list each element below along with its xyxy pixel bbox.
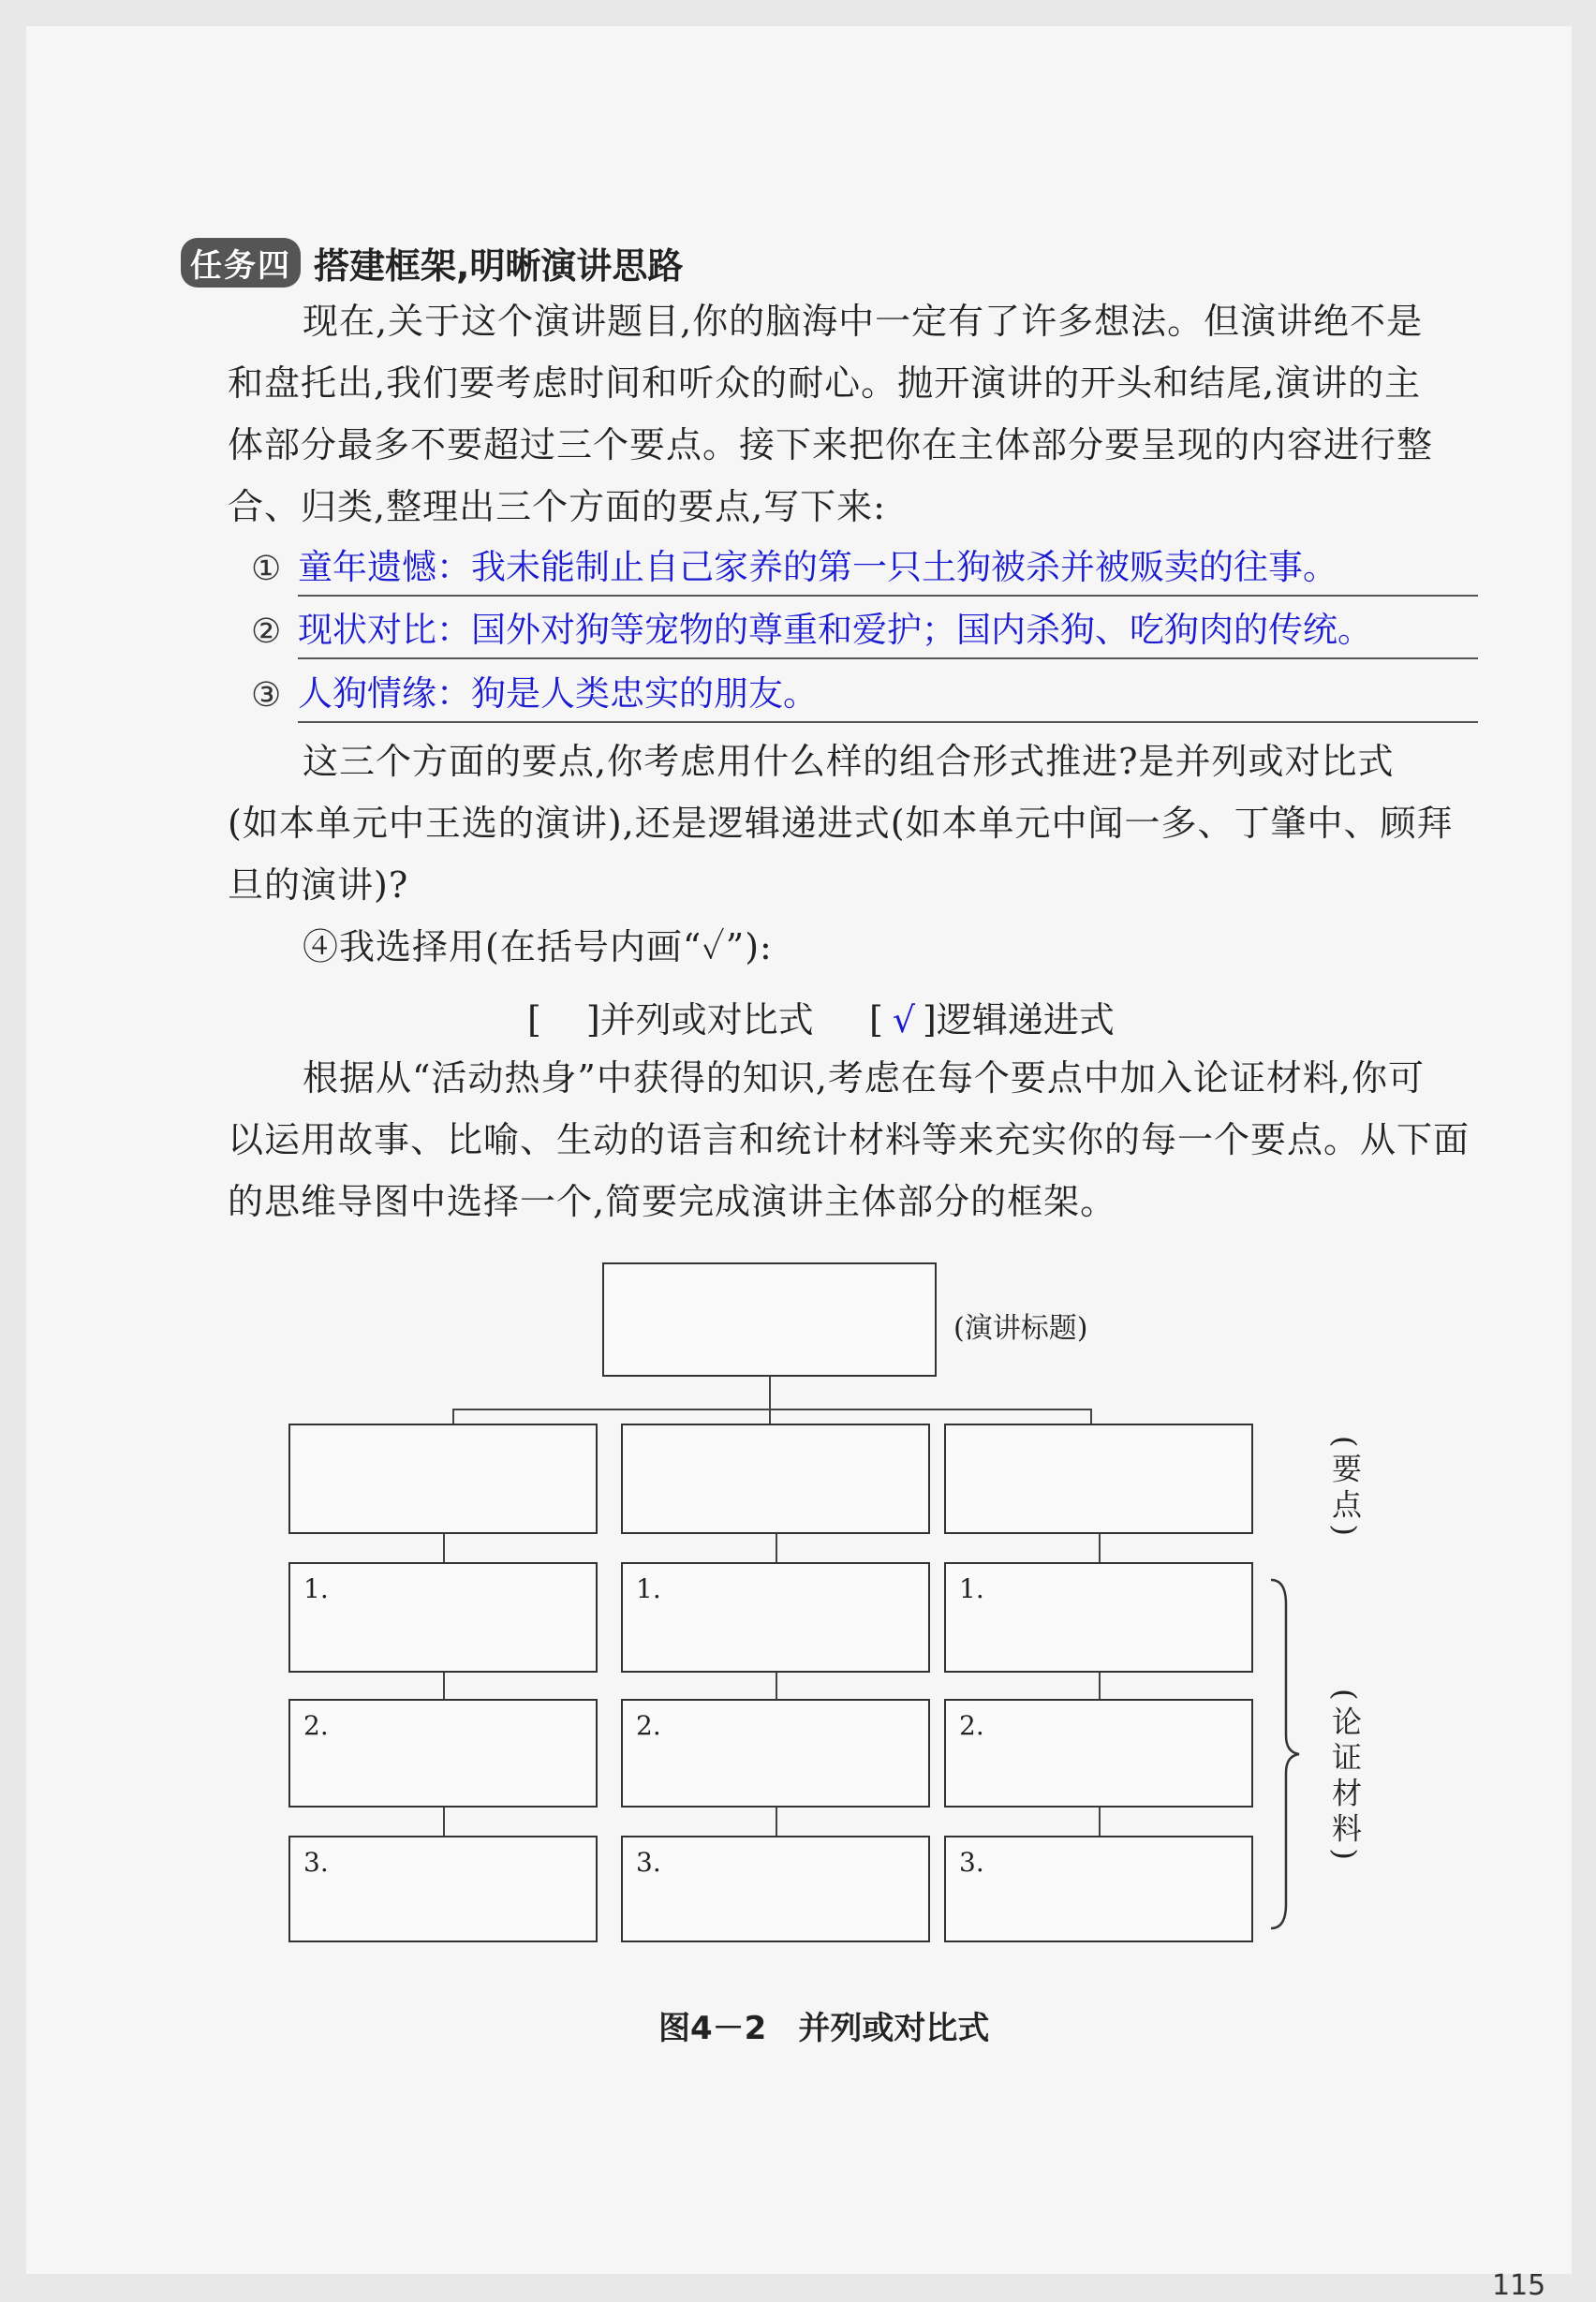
answer-number-3: ③: [251, 676, 282, 715]
evidence-box[interactable]: [621, 1562, 930, 1673]
evidence-number: 3.: [303, 1847, 329, 1878]
choice-parallel-label: 并列或对比式: [599, 999, 814, 1040]
question-line-4: ④我选择用(在括号内画“✓”):: [303, 926, 773, 967]
answer-text-3: 人狗情缘：狗是人类忠实的朋友。: [298, 673, 818, 714]
evidence-number: 2.: [303, 1710, 329, 1741]
instruction-line-1: 根据从“活动热身”中获得的知识,考虑在每个要点中加入论证材料,你可: [303, 1057, 1426, 1099]
choice-progressive-bracket-open: [: [869, 999, 883, 1040]
intro-paragraph: [228, 290, 1483, 538]
point-box-3[interactable]: [944, 1424, 1253, 1534]
points-label: (要点): [1327, 1436, 1363, 1542]
evidence-number: 1.: [959, 1573, 984, 1604]
curly-brace-icon: [1267, 1576, 1305, 1932]
answer-number-1: ①: [251, 550, 282, 588]
evidence-box[interactable]: [288, 1699, 598, 1808]
answer-field-1[interactable]: [251, 537, 1478, 597]
evidence-box[interactable]: [944, 1562, 1253, 1673]
choice-progressive-bracket-close: ]: [923, 999, 937, 1040]
task-header: [181, 237, 683, 288]
evidence-box[interactable]: [944, 1836, 1253, 1942]
instruction-line-3: 的思维导图中选择一个,简要完成演讲主体部分的框架。: [228, 1181, 1117, 1222]
point-box-1[interactable]: [288, 1424, 598, 1534]
connector-line: [1099, 1673, 1101, 1699]
connector-line: [776, 1808, 777, 1836]
question-paragraph: [228, 730, 1483, 978]
connector-line: [769, 1377, 771, 1410]
answer-field-2[interactable]: [251, 599, 1478, 659]
choice-parallel-bracket-close: ]: [585, 999, 600, 1040]
connector-line: [776, 1534, 777, 1562]
evidence-number: 1.: [303, 1573, 329, 1604]
point-box-2[interactable]: [621, 1424, 930, 1534]
evidence-label: (论证材料): [1327, 1689, 1363, 1866]
connector-line: [443, 1534, 445, 1562]
intro-line-4: 合、归类,整理出三个方面的要点,写下来:: [228, 486, 886, 527]
answer-field-3[interactable]: [251, 663, 1478, 723]
evidence-number: 2.: [959, 1710, 984, 1741]
intro-line-2: 和盘托出,我们要考虑时间和听众的耐心。抛开演讲的开头和结尾,演讲的主: [228, 362, 1422, 404]
answer-text-2: 现状对比：国外对狗等宠物的尊重和爱护；国内杀狗、吃狗肉的传统。: [298, 610, 1372, 650]
check-mark-icon: √: [892, 999, 916, 1040]
choice-progressive-label: 逻辑递进式: [936, 999, 1115, 1040]
task-badge: 任务四: [181, 238, 301, 288]
instruction-paragraph: [228, 1047, 1483, 1232]
question-line-1: 这三个方面的要点,你考虑用什么样的组合形式推进?是并列或对比式: [303, 741, 1395, 782]
question-line-3: 旦的演讲)?: [228, 864, 409, 906]
connector-line: [443, 1673, 445, 1699]
evidence-number: 2.: [636, 1710, 661, 1741]
choice-progressive[interactable]: [869, 991, 1115, 1042]
task-title: 搭建框架,明晰演讲思路: [314, 245, 684, 287]
connector-line: [452, 1409, 1092, 1410]
evidence-box[interactable]: [288, 1836, 598, 1942]
answer-text-1: 童年遗憾：我未能制止自己家养的第一只土狗被杀并被贩卖的往事。: [298, 547, 1337, 587]
question-line-2: (如本单元中王选的演讲),还是逻辑递进式(如本单元中闻一多、丁肇中、顾拜: [228, 803, 1454, 844]
connector-line: [776, 1673, 777, 1699]
instruction-line-2: 以运用故事、比喻、生动的语言和统计材料等来充实你的每一个要点。从下面: [228, 1119, 1470, 1160]
speech-title-box[interactable]: [602, 1262, 937, 1377]
evidence-number: 3.: [959, 1847, 984, 1878]
connector-line: [1099, 1534, 1101, 1562]
speech-title-label: (演讲标题): [953, 1312, 1088, 1345]
connector-line: [1099, 1808, 1101, 1836]
evidence-number: 1.: [636, 1573, 661, 1604]
page-number: 115: [1492, 2269, 1546, 2302]
answer-number-2: ②: [251, 612, 282, 651]
evidence-box[interactable]: [621, 1836, 930, 1942]
intro-line-3: 体部分最多不要超过三个要点。接下来把你在主体部分要呈现的内容进行整: [228, 424, 1434, 465]
evidence-box[interactable]: [288, 1562, 598, 1673]
choice-parallel[interactable]: [527, 991, 814, 1042]
choice-parallel-bracket-open: [: [527, 999, 541, 1040]
evidence-box[interactable]: [944, 1699, 1253, 1808]
figure-caption: 图4－2 并列或对比式: [658, 2010, 990, 2047]
textbook-page: [26, 26, 1572, 2302]
evidence-number: 3.: [636, 1847, 661, 1878]
evidence-box[interactable]: [621, 1699, 930, 1808]
connector-line: [443, 1808, 445, 1836]
intro-line-1: 现在,关于这个演讲题目,你的脑海中一定有了许多想法。但演讲绝不是: [303, 301, 1424, 342]
